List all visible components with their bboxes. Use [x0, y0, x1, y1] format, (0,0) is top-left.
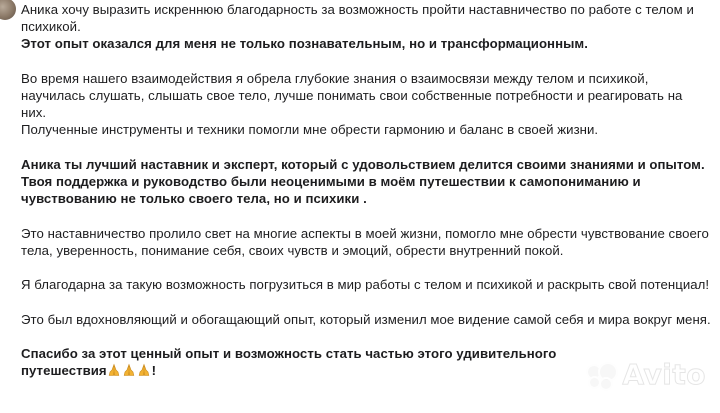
thanks-exclamation: !	[151, 363, 157, 379]
paragraph-mentor	[21, 156, 711, 208]
paragraph-gratitude	[21, 276, 711, 293]
paragraph-aspects	[21, 225, 711, 259]
review-message	[21, 1, 711, 397]
intro-bold-text: Этот опыт оказался для меня не только познавательным, но и трансформационным.	[21, 36, 588, 52]
folded-hands-icon	[122, 363, 136, 377]
intro-text: Аника хочу выразить искреннюю благодарность за возможность пройти наставничество по работе с телом и психикой.	[21, 2, 694, 35]
avito-watermark	[586, 358, 706, 391]
mentor-bold-text: Аника ты лучший наставник и эксперт, который с удовольствием делится своими знаниями и опытом. Твоя поддержка и руководство были неоценимыми в моём путешествии к самопониманию и чувствованию не только своего тела, но и психики .	[21, 156, 705, 207]
avito-logo-icon	[586, 362, 616, 388]
avatar	[0, 0, 16, 20]
aspects-text: Это наставничество пролило свет на многие аспекты в моей жизни, помогло мне обрести чувствование своего тела, уверенность, понимание себя, своих чувств и эмоций, обрести внутренний покой.	[21, 225, 709, 258]
experience-text: Это был вдохновляющий и обогащающий опыт, который изменил мое видение самой себя и мира вокруг меня.	[21, 311, 711, 327]
folded-hands-icon	[137, 363, 151, 377]
thanks-bold-word: путешествия	[21, 363, 107, 379]
thanks-bold-text: Спасибо за этот ценный опыт и возможность стать частью этого удивительного	[21, 345, 557, 361]
paragraph-experience	[21, 311, 711, 328]
avito-watermark-text: Avito	[622, 358, 706, 391]
paragraph-intro	[21, 1, 711, 53]
paragraph-knowledge	[21, 70, 711, 139]
gratitude-text: Я благодарна за такую возможность погрузиться в мир работы с телом и психикой и раскрыть свой потенциал!	[21, 277, 710, 293]
knowledge-text: Во время нашего взаимодействия я обрела глубокие знания о взаимосвязи между телом и психикой, научилась слушать, слышать свое тело, лучше понимать свои собственные потребности и реагировать на них.	[21, 70, 683, 121]
folded-hands-icon	[107, 363, 121, 377]
tools-text: Полученные инструменты и техники помогли мне обрести гармонию и баланс в своей жизни.	[21, 122, 599, 138]
